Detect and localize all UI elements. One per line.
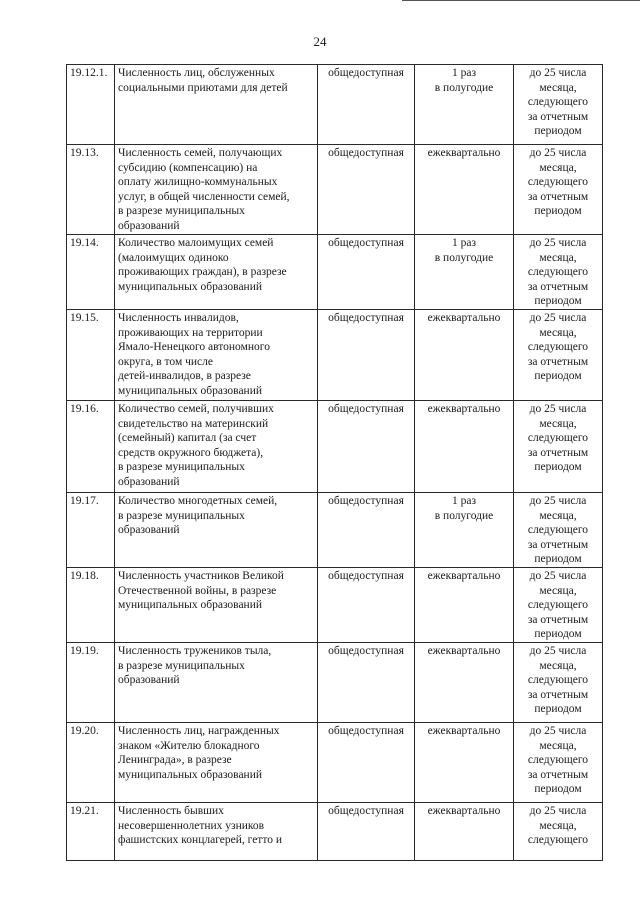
- access-cell: [318, 492, 415, 567]
- period-cell: [415, 235, 514, 310]
- row-number: 19.13.: [67, 145, 115, 235]
- table-row: [67, 567, 603, 642]
- indicator-cell-line: (семейный) капитал (за счет: [118, 432, 257, 445]
- deadline-cell-line: до 25 числа: [529, 311, 587, 324]
- indicator-cell: [115, 722, 318, 802]
- deadline-cell: [514, 492, 603, 567]
- access-cell: [318, 567, 415, 642]
- indicator-cell-line: муниципальных образований: [118, 768, 263, 781]
- indicator-cell-line: проживающих на территории: [118, 326, 263, 339]
- deadline-cell-line: периодом: [534, 205, 582, 218]
- deadline-cell-line: следующего: [527, 341, 589, 354]
- deadline-cell-line: до 25 числа: [529, 67, 587, 79]
- table-row: [67, 309, 603, 400]
- deadline-cell-line: следующего: [527, 96, 589, 109]
- row-number: 19.16.: [67, 400, 115, 492]
- period-cell-line: ежеквартально: [427, 147, 501, 159]
- deadline-cell-line: следующего: [527, 834, 589, 847]
- period-cell-line: в полугодие: [434, 509, 494, 522]
- deadline-cell-line: периодом: [534, 628, 582, 641]
- deadline-cell: [514, 642, 603, 722]
- access-cell: [318, 235, 415, 310]
- deadline-cell-line: за отчетным: [527, 446, 589, 459]
- deadline-cell-line: до 25 числа: [529, 147, 587, 159]
- indicator-cell: [115, 309, 318, 400]
- period-cell-line: 1 раз: [451, 67, 477, 79]
- deadline-cell: [514, 400, 603, 492]
- indicator-cell-line: оплату жилищно-коммунальных: [118, 176, 278, 189]
- indicator-cell-line: субсидию (компенсацию) на: [118, 161, 258, 174]
- row-number: 19.12.1.: [67, 65, 115, 145]
- indicator-cell-line: Численность участников Великой: [118, 569, 284, 582]
- row-number: 19.14.: [67, 235, 115, 310]
- deadline-cell-line: за отчетным: [527, 190, 589, 203]
- deadline-cell-line: за отчетным: [527, 613, 589, 626]
- indicator-table: [66, 64, 603, 861]
- indicator-cell-line: округа, в том числе: [118, 355, 214, 368]
- row-number: 19.18.: [67, 567, 115, 642]
- table-row: [67, 802, 603, 860]
- access-cell: [318, 400, 415, 492]
- deadline-cell-line: месяца,: [539, 509, 577, 522]
- indicator-cell-line: Численность тружеников тыла,: [118, 644, 272, 657]
- deadline-cell-line: периодом: [534, 295, 582, 308]
- deadline-cell-line: за отчетным: [527, 110, 589, 123]
- indicator-cell-line: средств окружного бюджета),: [118, 446, 264, 459]
- deadline-cell-line: до 25 числа: [529, 569, 587, 582]
- deadline-cell-line: до 25 числа: [529, 494, 587, 507]
- deadline-cell-line: периодом: [534, 125, 582, 138]
- access-cell: [318, 802, 415, 860]
- period-cell-line: 1 раз: [451, 494, 477, 507]
- table-row: [67, 65, 603, 145]
- deadline-cell-line: месяца,: [539, 161, 577, 174]
- table-row: [67, 235, 603, 310]
- period-cell: [415, 65, 514, 145]
- table-row: [67, 642, 603, 722]
- access-cell-line: общедоступная: [328, 311, 404, 324]
- table-body: [67, 65, 603, 861]
- indicator-cell-line: Количество малоимущих семей: [118, 237, 274, 249]
- indicator-cell-line: проживающих граждан), в разрезе: [118, 266, 287, 279]
- access-cell-line: общедоступная: [328, 237, 404, 249]
- access-cell-line: общедоступная: [328, 402, 404, 415]
- deadline-cell: [514, 65, 603, 145]
- deadline-cell-line: следующего: [527, 176, 589, 189]
- indicator-cell-line: в разрезе муниципальных: [118, 461, 245, 474]
- indicator-cell-line: муниципальных образований: [118, 280, 263, 293]
- indicator-cell-line: муниципальных образований: [118, 599, 263, 612]
- indicator-cell-line: муниципальных образований: [118, 384, 263, 397]
- indicator-cell-line: социальными приютами для детей: [118, 81, 288, 94]
- deadline-cell-line: за отчетным: [527, 538, 589, 551]
- indicator-cell: [115, 567, 318, 642]
- deadline-cell-line: за отчетным: [527, 688, 589, 701]
- deadline-cell-line: месяца,: [539, 659, 577, 672]
- access-cell: [318, 65, 415, 145]
- deadline-cell-line: периодом: [534, 461, 582, 474]
- indicator-cell-line: образований: [118, 475, 180, 488]
- deadline-cell-line: следующего: [527, 432, 589, 445]
- indicator-cell-line: (малоимущих одиноко: [118, 251, 229, 264]
- indicator-cell-line: детей-инвалидов, в разрезе: [118, 370, 251, 383]
- top-edge-rule: [402, 0, 640, 1]
- period-cell-line: в полугодие: [434, 81, 494, 94]
- deadline-cell: [514, 145, 603, 235]
- row-number: 19.19.: [67, 642, 115, 722]
- deadline-cell: [514, 235, 603, 310]
- indicator-cell-line: фашистских концлагерей, гетто и: [118, 834, 282, 847]
- period-cell: [415, 802, 514, 860]
- indicator-cell-line: Отечественной войны, в разрезе: [118, 584, 277, 597]
- deadline-cell-line: до 25 числа: [529, 644, 587, 657]
- access-cell-line: общедоступная: [328, 724, 404, 737]
- deadline-cell-line: следующего: [527, 754, 589, 767]
- deadline-cell-line: следующего: [527, 524, 589, 537]
- deadline-cell: [514, 722, 603, 802]
- indicator-cell-line: Ленинграда», в разрезе: [118, 754, 232, 767]
- indicator-cell-line: Численность лиц, обслуженных: [118, 67, 275, 79]
- deadline-cell: [514, 802, 603, 860]
- indicator-cell-line: Численность лиц, награжденных: [118, 724, 280, 737]
- indicator-cell-line: Численность инвалидов,: [118, 311, 239, 324]
- deadline-cell-line: следующего: [527, 674, 589, 687]
- deadline-cell-line: до 25 числа: [529, 804, 587, 817]
- row-number: 19.20.: [67, 722, 115, 802]
- row-number: 19.21.: [67, 802, 115, 860]
- indicator-cell: [115, 802, 318, 860]
- access-cell-line: общедоступная: [328, 644, 404, 657]
- indicator-cell: [115, 65, 318, 145]
- indicator-cell-line: Количество семей, получивших: [118, 402, 274, 415]
- page-number: 24: [313, 34, 327, 49]
- indicator-cell-line: Численность семей, получающих: [118, 147, 283, 159]
- period-cell: [415, 145, 514, 235]
- deadline-cell: [514, 567, 603, 642]
- indicator-cell-line: знаком «Жителю блокадного: [118, 739, 260, 752]
- deadline-cell-line: периодом: [534, 370, 582, 383]
- table-row: [67, 400, 603, 492]
- deadline-cell-line: до 25 числа: [529, 237, 587, 249]
- indicator-cell-line: в разрезе муниципальных: [118, 659, 245, 672]
- indicator-cell-line: Количество многодетных семей,: [118, 494, 278, 507]
- period-cell-line: 1 раз: [451, 237, 477, 249]
- deadline-cell-line: месяца,: [539, 326, 577, 339]
- deadline-cell-line: периодом: [534, 783, 582, 796]
- period-cell-line: ежеквартально: [427, 804, 501, 817]
- deadline-cell-line: за отчетным: [527, 768, 589, 781]
- deadline-cell-line: месяца,: [539, 251, 577, 264]
- indicator-cell-line: в разрезе муниципальных: [118, 205, 245, 218]
- period-cell-line: ежеквартально: [427, 311, 501, 324]
- deadline-cell-line: следующего: [527, 266, 589, 279]
- deadline-cell-line: месяца,: [539, 81, 577, 94]
- table-row: [67, 492, 603, 567]
- indicator-cell-line: образований: [118, 219, 180, 232]
- period-cell: [415, 722, 514, 802]
- table-row: [67, 145, 603, 235]
- deadline-cell-line: периодом: [534, 553, 582, 566]
- period-cell-line: ежеквартально: [427, 569, 501, 582]
- access-cell-line: общедоступная: [328, 804, 404, 817]
- indicator-cell-line: Численность бывших: [118, 804, 224, 817]
- indicator-cell-line: образований: [118, 674, 180, 687]
- access-cell: [318, 722, 415, 802]
- deadline-cell-line: до 25 числа: [529, 402, 587, 415]
- period-cell-line: ежеквартально: [427, 644, 501, 657]
- deadline-cell-line: до 25 числа: [529, 724, 587, 737]
- access-cell-line: общедоступная: [328, 569, 404, 582]
- deadline-cell-line: за отчетным: [527, 355, 589, 368]
- indicator-cell: [115, 492, 318, 567]
- deadline-cell-line: периодом: [534, 703, 582, 716]
- period-cell-line: в полугодие: [434, 251, 494, 264]
- indicator-cell: [115, 145, 318, 235]
- indicator-cell-line: Ямало-Ненецкого автономного: [118, 341, 270, 354]
- indicator-cell-line: несовершеннолетних узников: [118, 819, 265, 832]
- deadline-cell-line: месяца,: [539, 819, 577, 832]
- deadline-cell-line: следующего: [527, 599, 589, 612]
- deadline-cell-line: месяца,: [539, 739, 577, 752]
- row-number: 19.17.: [67, 492, 115, 567]
- table-row: [67, 722, 603, 802]
- period-cell: [415, 492, 514, 567]
- deadline-cell: [514, 309, 603, 400]
- deadline-cell-line: месяца,: [539, 584, 577, 597]
- period-cell: [415, 400, 514, 492]
- deadline-cell-line: за отчетным: [527, 280, 589, 293]
- period-cell: [415, 309, 514, 400]
- indicator-cell: [115, 642, 318, 722]
- indicator-cell-line: услуг, в общей численности семей,: [118, 190, 290, 203]
- access-cell: [318, 642, 415, 722]
- indicator-cell: [115, 400, 318, 492]
- access-cell: [318, 145, 415, 235]
- indicator-cell-line: свидетельство на материнский: [118, 417, 269, 430]
- period-cell-line: ежеквартально: [427, 402, 501, 415]
- access-cell-line: общедоступная: [328, 494, 404, 507]
- period-cell-line: ежеквартально: [427, 724, 501, 737]
- period-cell: [415, 642, 514, 722]
- deadline-cell-line: месяца,: [539, 417, 577, 430]
- access-cell-line: общедоступная: [328, 147, 404, 159]
- period-cell: [415, 567, 514, 642]
- access-cell-line: общедоступная: [328, 67, 404, 79]
- row-number: 19.15.: [67, 309, 115, 400]
- access-cell: [318, 309, 415, 400]
- indicator-cell-line: в разрезе муниципальных: [118, 509, 245, 522]
- indicator-cell-line: образований: [118, 524, 180, 537]
- indicator-cell: [115, 235, 318, 310]
